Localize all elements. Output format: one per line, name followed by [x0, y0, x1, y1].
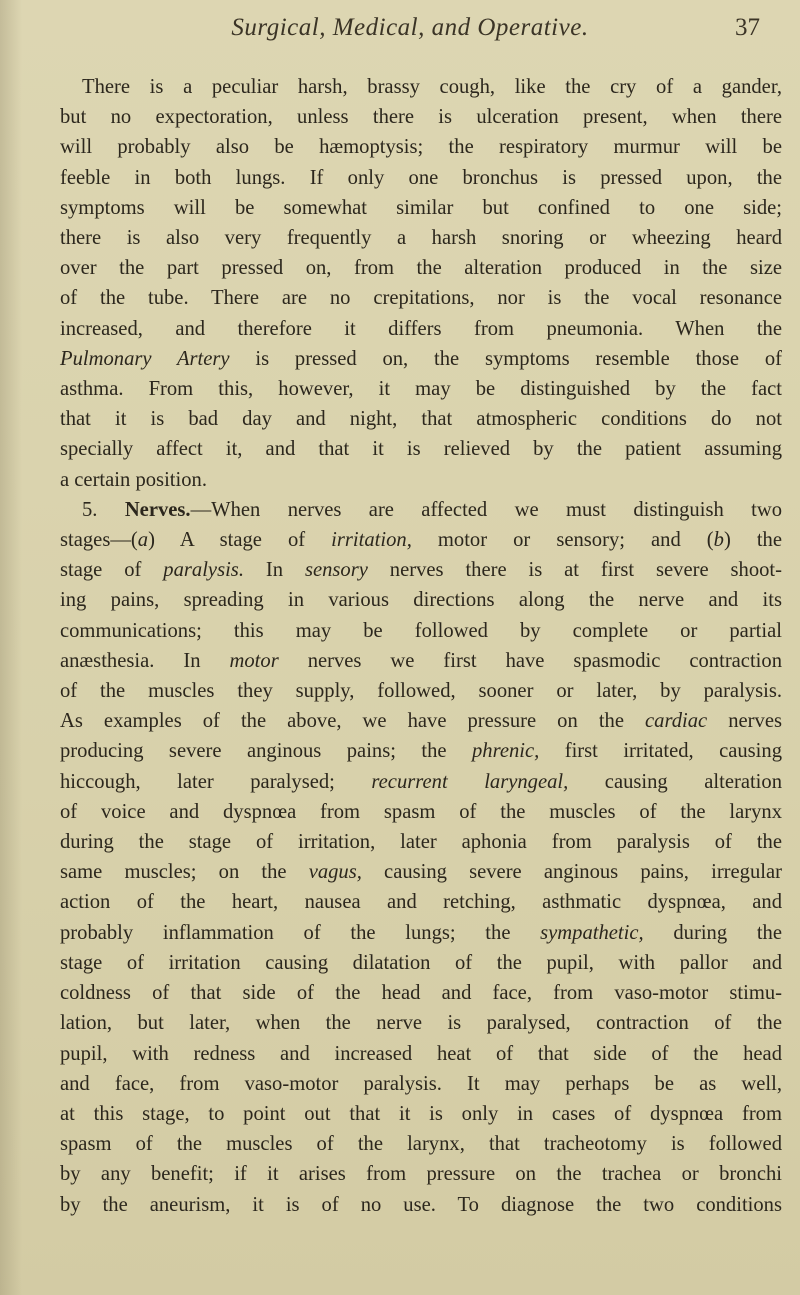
text-line	[60, 827, 782, 857]
text-run: and face, from vaso-motor paralysis. It may perhaps be as well,	[60, 1072, 782, 1095]
text-line	[60, 1129, 782, 1159]
text-run: of the muscles they supply, followed, sooner or later, by paralysis.	[60, 680, 782, 703]
text-run: producing severe anginous pains; the	[60, 740, 472, 763]
italic-text: sensory	[304, 559, 368, 582]
text-line	[60, 102, 782, 132]
gutter-shadow	[0, 0, 22, 1295]
text-run: increased, and therefore it differs from pneumonia. When the	[60, 317, 782, 340]
text-run: is pressed on, the symptoms resemble those of	[229, 347, 782, 370]
text-line	[60, 887, 782, 917]
text-run: —When nerves are affected we must distinguish two	[190, 498, 783, 521]
italic-text: Pulmonary Artery	[60, 347, 230, 370]
text-run: ing pains, spreading in various directions along the nerve and its	[60, 589, 782, 612]
text-line	[60, 736, 782, 766]
italic-text: phrenic,	[471, 740, 540, 763]
text-run: symptoms will be somewhat similar but confined to one side;	[60, 196, 782, 219]
text-run: causing alteration	[568, 770, 782, 793]
text-line	[60, 978, 782, 1008]
page-number: 37	[735, 14, 760, 41]
text-run: that it is bad day and night, that atmospheric conditions do not	[60, 408, 782, 431]
text-line	[60, 1008, 782, 1038]
text-line	[60, 404, 782, 434]
text-run: by any benefit; if it arises from pressure on the trachea or bronchi	[60, 1163, 782, 1186]
text-run: during the stage of irritation, later aphonia from paralysis of the	[60, 831, 782, 854]
text-line	[60, 646, 782, 676]
text-line	[60, 314, 782, 344]
page-header	[60, 14, 760, 48]
text-run: by the aneurism, it is of no use. To diagnose the two conditions	[60, 1193, 782, 1216]
text-line	[60, 465, 782, 495]
text-line	[60, 344, 782, 374]
text-run: first irritated, causing	[539, 740, 782, 763]
bold-heading: Nerves.	[124, 498, 191, 521]
text-run: nerves	[707, 710, 782, 733]
italic-text: sympathetic,	[540, 921, 644, 944]
text-run: coldness of that side of the head and face, from vaso-motor stimu-	[60, 982, 782, 1005]
text-line	[60, 767, 782, 797]
text-line	[60, 223, 782, 253]
text-run: probably inflammation of the lungs; the	[60, 921, 541, 944]
text-run: same muscles; on the	[60, 861, 309, 884]
text-run: but no expectoration, unless there is ulceration present, when there	[60, 106, 782, 129]
text-run: communications; this may be followed by complete or partial	[60, 619, 782, 642]
text-run: of the tube. There are no crepitations, nor is the vocal resonance	[60, 287, 782, 310]
italic-text: recurrent laryngeal,	[371, 770, 569, 793]
text-line	[60, 525, 782, 555]
text-run: There is a peculiar harsh, brassy cough, like the cry of a gander,	[82, 76, 782, 98]
italic-text: paralysis.	[163, 559, 244, 582]
italic-text: b	[713, 529, 724, 552]
text-run: nerves there is at first severe shoot-	[367, 559, 783, 582]
text-run: anæsthesia. In	[60, 649, 230, 672]
italic-text: irritation,	[331, 529, 412, 552]
italic-text: a	[137, 529, 149, 552]
text-run: action of the heart, nausea and retching, asthmatic dyspnœa, and	[60, 891, 782, 914]
running-head: Surgical, Medical, and Operative.	[231, 14, 589, 41]
text-line	[60, 857, 782, 887]
text-run: specially affect it, and that it is relieved by the patient assuming	[60, 438, 782, 461]
text-line	[60, 163, 782, 193]
text-line	[60, 72, 782, 102]
text-run: stage of irritation causing dilatation of the pupil, with pallor and	[60, 951, 782, 974]
text-line	[60, 434, 782, 464]
text-line	[60, 918, 782, 948]
text-run: there is also very frequently a harsh snoring or wheezing heard	[60, 227, 782, 250]
text-line	[60, 676, 782, 706]
text-run: at this stage, to point out that it is only in cases of dyspnœa from	[60, 1102, 782, 1125]
text-line	[60, 706, 782, 736]
text-line	[60, 1190, 782, 1220]
text-run: ) A stage of	[148, 529, 332, 552]
text-run: stage of	[60, 559, 164, 582]
text-line	[60, 948, 782, 978]
text-run: feeble in both lungs. If only one bronchus is pressed upon, the	[60, 166, 782, 189]
italic-text: motor	[229, 649, 279, 672]
text-run: asthma. From this, however, it may be distinguished by the fact	[60, 378, 782, 401]
text-line	[60, 616, 782, 646]
text-line	[60, 1099, 782, 1129]
text-line	[60, 585, 782, 615]
text-run: As examples of the above, we have pressure on the	[60, 710, 646, 733]
text-run: motor or sensory; and (	[411, 529, 714, 552]
text-run: over the part pressed on, from the alteration produced in the size	[60, 257, 782, 280]
text-run: In	[243, 559, 305, 582]
text-run: during the	[643, 921, 782, 944]
text-run: hiccough, later paralysed;	[60, 770, 372, 793]
text-line	[60, 1039, 782, 1069]
text-line	[60, 283, 782, 313]
text-line	[60, 253, 782, 283]
body-text	[60, 72, 782, 1220]
text-line	[60, 555, 782, 585]
text-line	[60, 1159, 782, 1189]
text-run: ) the	[723, 529, 782, 552]
text-line	[60, 132, 782, 162]
italic-text: cardiac	[645, 710, 708, 733]
text-run: will probably also be hæmoptysis; the respiratory murmur will be	[60, 136, 782, 159]
text-line	[60, 193, 782, 223]
text-run: stages—(	[60, 529, 138, 552]
text-run: lation, but later, when the nerve is paralysed, contraction of the	[60, 1012, 782, 1035]
text-run: 5.	[82, 498, 125, 521]
text-line	[60, 797, 782, 827]
text-line	[60, 1069, 782, 1099]
text-run: a certain position.	[60, 468, 207, 491]
text-run: of voice and dyspnœa from spasm of the muscles of the larynx	[60, 800, 782, 823]
text-run: causing severe anginous pains, irregular	[361, 861, 782, 884]
text-run: nerves we first have spasmodic contraction	[278, 649, 782, 672]
text-line	[60, 495, 782, 525]
text-line	[60, 374, 782, 404]
text-run: pupil, with redness and increased heat of that side of the head	[60, 1042, 782, 1065]
italic-text: vagus,	[308, 861, 362, 884]
text-run: spasm of the muscles of the larynx, that tracheotomy is followed	[60, 1133, 782, 1156]
